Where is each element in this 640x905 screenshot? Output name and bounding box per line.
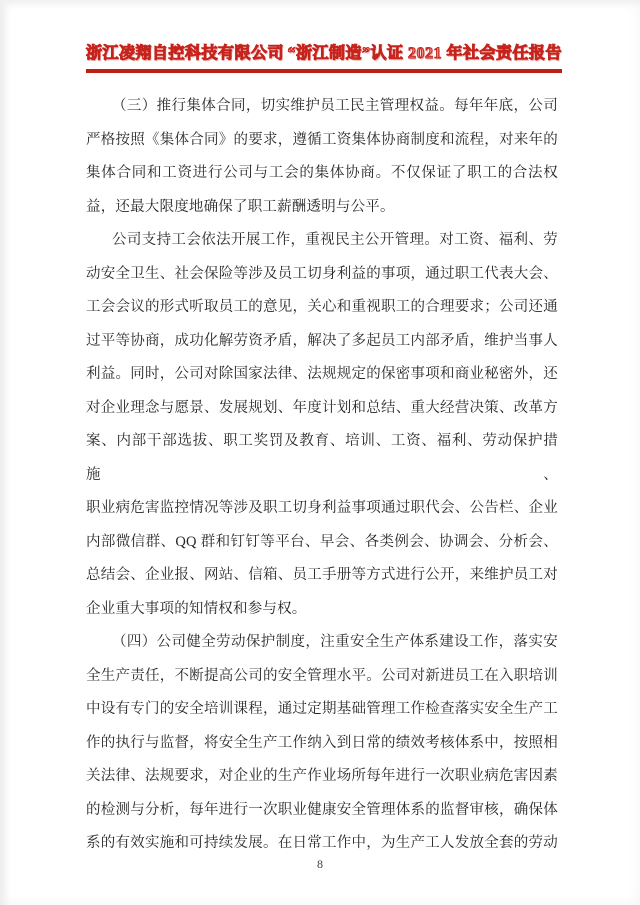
paragraph-line: 过平等协商，成功化解劳资矛盾，解决了多起员工内部矛盾，维护当事人: [86, 332, 558, 349]
paragraph-line: 工会会议的形式听取员工的意见，关心和重视职工的合理要求；公司还通: [86, 299, 558, 315]
paragraph-line: 作的执行与监督，将安全生产工作纳入到日常的绩效考核体系中，按照相: [86, 734, 558, 751]
paragraph-line: 严格按照《集体合同》的要求，遵循工资集体协商制度和流程，对来年的: [86, 131, 558, 148]
paragraph-line: 职业病危害监控情况等涉及职工切身利益事项通过职代会、公告栏、企业: [86, 500, 558, 516]
paragraph-line: 内部微信群、QQ 群和钉钉等平台、早会、各类例会、协调会、分析会、: [86, 533, 558, 550]
paragraph-line: 案、内部干部选拔、职工奖罚及教育、培训、工资、福利、劳动保护措施、: [86, 433, 558, 483]
page-header: [86, 42, 562, 66]
header-rule: [86, 69, 562, 73]
page-edge-shadow-left: [0, 0, 10, 905]
paragraph-line: 益，还最大限度地确保了职工薪酬透明与公平。: [86, 198, 395, 215]
page-edge-shadow-top: [0, 0, 640, 8]
paragraph-line: 中设有专门的安全培训课程，通过定期基础管理工作检查落实安全生产工: [86, 701, 558, 717]
paragraph-line: 对企业理念与愿景、发展规划、年度计划和总结、重大经营决策、改革方: [86, 399, 558, 416]
page-footer: [0, 857, 640, 872]
paragraph-line: 企业重大事项的知情权和参与权。: [86, 600, 307, 617]
paragraph-line: 总结会、企业报、网站、信箱、员工手册等方式进行公开，来维护员工对: [86, 567, 558, 583]
paragraph-line: 利益。同时，公司对除国家法律、法规规定的保密事项和商业秘密外，还: [86, 366, 558, 382]
paragraph-line: 系的有效实施和可持续发展。在日常工作中，为生产工人发放全套的劳动: [86, 835, 558, 851]
page-number: 8: [317, 857, 323, 871]
paragraph-line: 公司支持工会依法开展工作，重视民主公开管理。对工资、福利、劳: [112, 232, 558, 248]
paragraph-labor-protection: [86, 626, 558, 861]
paragraph-line: 的检测与分析，每年进行一次职业健康安全管理体系的监督审核，确保体: [86, 801, 558, 818]
paragraph-collective-contract: [86, 90, 558, 224]
paragraph-line: 动安全卫生、社会保险等涉及员工切身利益的事项，通过职工代表大会、: [86, 265, 558, 282]
paragraph-line: （三）推行集体合同，切实维护员工民主管理权益。每年年底，公司: [112, 98, 558, 114]
paragraph-line: 全生产责任，不断提高公司的安全管理水平。公司对新进员工在入职培训: [86, 667, 558, 684]
paragraph-line: 集体合同和工资进行公司与工会的集体协商。不仅保证了职工的合法权: [86, 165, 558, 181]
body-text: [86, 90, 558, 861]
header-company-name: 浙江凌翔自控科技有限公司: [86, 45, 285, 62]
paragraph-line: 关法律、法规要求，对企业的生产作业场所每年进行一次职业病危害因素: [86, 768, 558, 784]
paragraph-union-support: [86, 224, 558, 626]
header-report-title: “浙江制造”认证 2021 年社会责任报告: [287, 45, 562, 62]
paragraph-line: （四）公司健全劳动保护制度，注重安全生产体系建设工作，落实安: [112, 634, 558, 650]
